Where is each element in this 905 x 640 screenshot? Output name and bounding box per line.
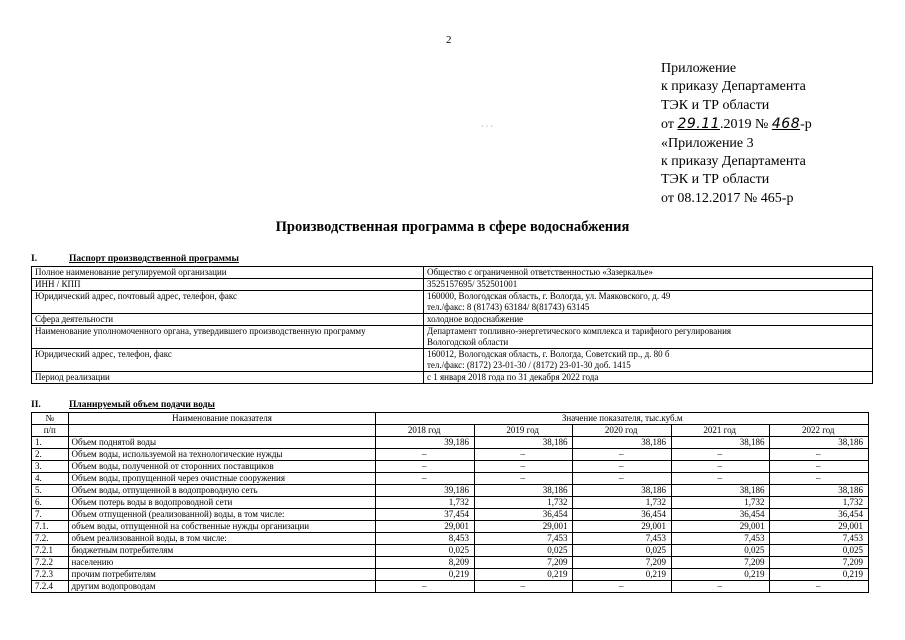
passport-row <box>32 291 873 314</box>
passport-row <box>32 349 873 372</box>
indicator-value: – <box>770 449 869 461</box>
page-number: 2 <box>446 34 452 46</box>
passport-value <box>424 349 873 372</box>
volume-row <box>32 485 869 497</box>
section-number: II. <box>31 400 41 410</box>
passport-label: Юридический адрес, почтовый адрес, телефон, факс <box>32 291 424 314</box>
handwritten-date: 29.11 <box>677 116 721 133</box>
attachment-line: «Приложение 3 <box>661 135 754 151</box>
document-title: Производственная программа в сфере водоснабжения <box>275 219 630 235</box>
header-year: 2022 год <box>770 425 869 437</box>
passport-label: Сфера деятельности <box>32 314 424 326</box>
indicator-value: 7,209 <box>474 557 573 569</box>
indicator-value: 36,454 <box>573 509 672 521</box>
indicator-name: Объем воды, отпущенной в водопроводную сеть <box>68 485 376 497</box>
section-title: Паспорт производственной программы <box>69 254 239 264</box>
passport-label: Юридический адрес, телефон, факс <box>32 349 424 372</box>
volume-row <box>32 557 869 569</box>
indicator-value: 36,454 <box>770 509 869 521</box>
header-group: Значение показателя, тыс.куб.м <box>376 413 869 425</box>
row-number: 7.2.1 <box>32 545 69 557</box>
header-no: № <box>32 413 69 425</box>
passport-value <box>424 314 873 326</box>
passport-value-line: Вологодской области <box>427 337 509 347</box>
indicator-value: 38,186 <box>573 485 672 497</box>
indicator-value: 29,001 <box>671 521 770 533</box>
indicator-name: Объем воды, пропущенной через очистные сооружения <box>68 473 376 485</box>
indicator-name: бюджетным потребителям <box>68 545 376 557</box>
indicator-value: – <box>770 581 869 593</box>
header-empty <box>68 425 376 437</box>
section-number: I. <box>31 254 38 264</box>
row-number: 7.2. <box>32 533 69 545</box>
section-title: Планируемый объем подачи воды <box>69 400 215 410</box>
indicator-value: – <box>573 461 672 473</box>
date-prefix: от <box>661 117 674 133</box>
passport-value-line: 160012, Вологодская область, г. Вологда, Советский пр., д. 80 б <box>427 349 670 359</box>
indicator-value: – <box>671 581 770 593</box>
passport-value-line: Общество с ограниченной ответственностью «Зазеркалье» <box>427 267 653 277</box>
passport-row <box>32 314 873 326</box>
indicator-name: Объем потерь воды в водопроводной сети <box>68 497 376 509</box>
row-number: 4. <box>32 473 69 485</box>
scan-artifact: · · · <box>481 122 493 131</box>
indicator-name: Объем воды, используемой на технологические нужды <box>68 449 376 461</box>
indicator-value: 7,453 <box>770 533 869 545</box>
section-heading <box>31 254 239 264</box>
indicator-value: 29,001 <box>770 521 869 533</box>
indicator-value: 8,209 <box>376 557 475 569</box>
row-number: 7.1. <box>32 521 69 533</box>
indicator-value: 7,209 <box>770 557 869 569</box>
indicator-value: – <box>474 581 573 593</box>
indicator-value: – <box>671 449 770 461</box>
row-number: 3. <box>32 461 69 473</box>
indicator-value: 0,025 <box>573 545 672 557</box>
indicator-value: 7,209 <box>671 557 770 569</box>
indicator-value: 29,001 <box>376 521 475 533</box>
header-no-2: п/п <box>32 425 69 437</box>
order-suffix: -р <box>800 117 812 133</box>
section-heading <box>31 400 215 410</box>
indicator-value: – <box>376 461 475 473</box>
row-number: 2. <box>32 449 69 461</box>
indicator-value: 1,732 <box>573 497 672 509</box>
row-number: 7.2.2 <box>32 557 69 569</box>
passport-value-line: тел./факс: (8172) 23-01-30 / (8172) 23-01-30 доб. 1415 <box>427 360 631 370</box>
indicator-value: – <box>671 461 770 473</box>
indicator-value: 0,219 <box>474 569 573 581</box>
volume-row <box>32 509 869 521</box>
attachment-line: ТЭК и ТР области <box>661 172 770 188</box>
date-rest: .2019 № <box>720 117 769 133</box>
indicator-value: 38,186 <box>474 437 573 449</box>
indicator-name: Объем отпущенной (реализованной) воды, в том числе: <box>68 509 376 521</box>
indicator-name: другим водопроводам <box>68 581 376 593</box>
indicator-value: 1,732 <box>376 497 475 509</box>
passport-row <box>32 372 873 384</box>
indicator-value: 29,001 <box>474 521 573 533</box>
attachment-line: к приказу Департамента <box>661 79 806 95</box>
indicator-value: – <box>573 473 672 485</box>
indicator-value: 1,732 <box>770 497 869 509</box>
indicator-name: Объем воды, полученной от сторонних поставщиков <box>68 461 376 473</box>
indicator-value: 1,732 <box>671 497 770 509</box>
indicator-name: населению <box>68 557 376 569</box>
indicator-value: 0,219 <box>671 569 770 581</box>
volume-row <box>32 449 869 461</box>
indicator-value: 38,186 <box>474 485 573 497</box>
indicator-value: 0,219 <box>376 569 475 581</box>
passport-value <box>424 267 873 279</box>
header-year: 2020 год <box>573 425 672 437</box>
volume-row <box>32 569 869 581</box>
indicator-value: 0,025 <box>376 545 475 557</box>
row-number: 7.2.3 <box>32 569 69 581</box>
volume-row <box>32 533 869 545</box>
passport-value-line: Департамент топливно-энергетического комплекса и тарифного регулирования <box>427 326 732 336</box>
passport-value-line: 160000, Вологодская область, г. Вологда, ул. Маяковского, д. 49 <box>427 291 671 301</box>
header-year: 2021 год <box>671 425 770 437</box>
row-number: 6. <box>32 497 69 509</box>
indicator-value: – <box>671 473 770 485</box>
indicator-value: – <box>474 461 573 473</box>
indicator-value: – <box>770 473 869 485</box>
row-number: 7. <box>32 509 69 521</box>
attachment-line: от 08.12.2017 № 465-р <box>661 190 794 206</box>
handwritten-order-number: 468 <box>771 116 801 133</box>
indicator-value: – <box>376 473 475 485</box>
row-number: 1. <box>32 437 69 449</box>
indicator-value: 0,025 <box>671 545 770 557</box>
indicator-value: – <box>770 461 869 473</box>
indicator-value: 37,454 <box>376 509 475 521</box>
passport-row <box>32 279 873 291</box>
passport-value <box>424 326 873 349</box>
volume-row <box>32 437 869 449</box>
passport-label: Наименование уполномоченного органа, утвердившего производственную программу <box>32 326 424 349</box>
indicator-value: – <box>573 581 672 593</box>
indicator-value: – <box>474 473 573 485</box>
indicator-value: 1,732 <box>474 497 573 509</box>
indicator-name: Объем поднятой воды <box>68 437 376 449</box>
indicator-value: 8,453 <box>376 533 475 545</box>
passport-value <box>424 372 873 384</box>
passport-value-line: 3525157695/ 352501001 <box>427 279 518 289</box>
indicator-value: 39,186 <box>376 485 475 497</box>
volume-row <box>32 581 869 593</box>
attachment-line: ТЭК и ТР области <box>661 97 770 113</box>
passport-value <box>424 279 873 291</box>
indicator-name: объем реализованной воды, в том числе: <box>68 533 376 545</box>
indicator-value: – <box>376 581 475 593</box>
attachment-header <box>661 60 812 208</box>
indicator-value: 38,186 <box>770 437 869 449</box>
header-year: 2019 год <box>474 425 573 437</box>
volume-row <box>32 461 869 473</box>
volume-row <box>32 545 869 557</box>
passport-row <box>32 267 873 279</box>
indicator-name: объем воды, отпущенной на собственные нужды организации <box>68 521 376 533</box>
volume-row <box>32 497 869 509</box>
passport-label: Период реализации <box>32 372 424 384</box>
indicator-value: 36,454 <box>671 509 770 521</box>
indicator-value: 0,219 <box>770 569 869 581</box>
indicator-value: 29,001 <box>573 521 672 533</box>
passport-table <box>31 266 873 384</box>
volume-row <box>32 473 869 485</box>
indicator-name: прочим потребителям <box>68 569 376 581</box>
indicator-value: 38,186 <box>671 485 770 497</box>
volume-row <box>32 521 869 533</box>
row-number: 7.2.4 <box>32 581 69 593</box>
attachment-date-line <box>661 115 812 134</box>
passport-value <box>424 291 873 314</box>
indicator-value: 36,454 <box>474 509 573 521</box>
indicator-value: 7,453 <box>474 533 573 545</box>
indicator-value: 0,025 <box>474 545 573 557</box>
passport-label: ИНН / КПП <box>32 279 424 291</box>
passport-label: Полное наименование регулируемой организации <box>32 267 424 279</box>
attachment-line: Приложение <box>661 61 737 76</box>
indicator-value: – <box>376 449 475 461</box>
header-name: Наименование показателя <box>68 413 376 425</box>
indicator-value: – <box>474 449 573 461</box>
row-number: 5. <box>32 485 69 497</box>
indicator-value: 0,025 <box>770 545 869 557</box>
passport-row <box>32 326 873 349</box>
indicator-value: 38,186 <box>770 485 869 497</box>
indicator-value: 7,453 <box>671 533 770 545</box>
water-volume-table <box>31 412 869 593</box>
passport-value-line: с 1 января 2018 года по 31 декабря 2022 года <box>427 372 599 382</box>
indicator-value: 0,219 <box>573 569 672 581</box>
indicator-value: 39,186 <box>376 437 475 449</box>
attachment-line: к приказу Департамента <box>661 154 806 170</box>
passport-value-line: тел./факс: 8 (81743) 63184/ 8(81743) 63145 <box>427 302 590 312</box>
header-year: 2018 год <box>376 425 475 437</box>
indicator-value: 7,209 <box>573 557 672 569</box>
indicator-value: 38,186 <box>671 437 770 449</box>
indicator-value: 7,453 <box>573 533 672 545</box>
passport-value-line: холодное водоснабжение <box>427 314 524 324</box>
indicator-value: 38,186 <box>573 437 672 449</box>
indicator-value: – <box>573 449 672 461</box>
